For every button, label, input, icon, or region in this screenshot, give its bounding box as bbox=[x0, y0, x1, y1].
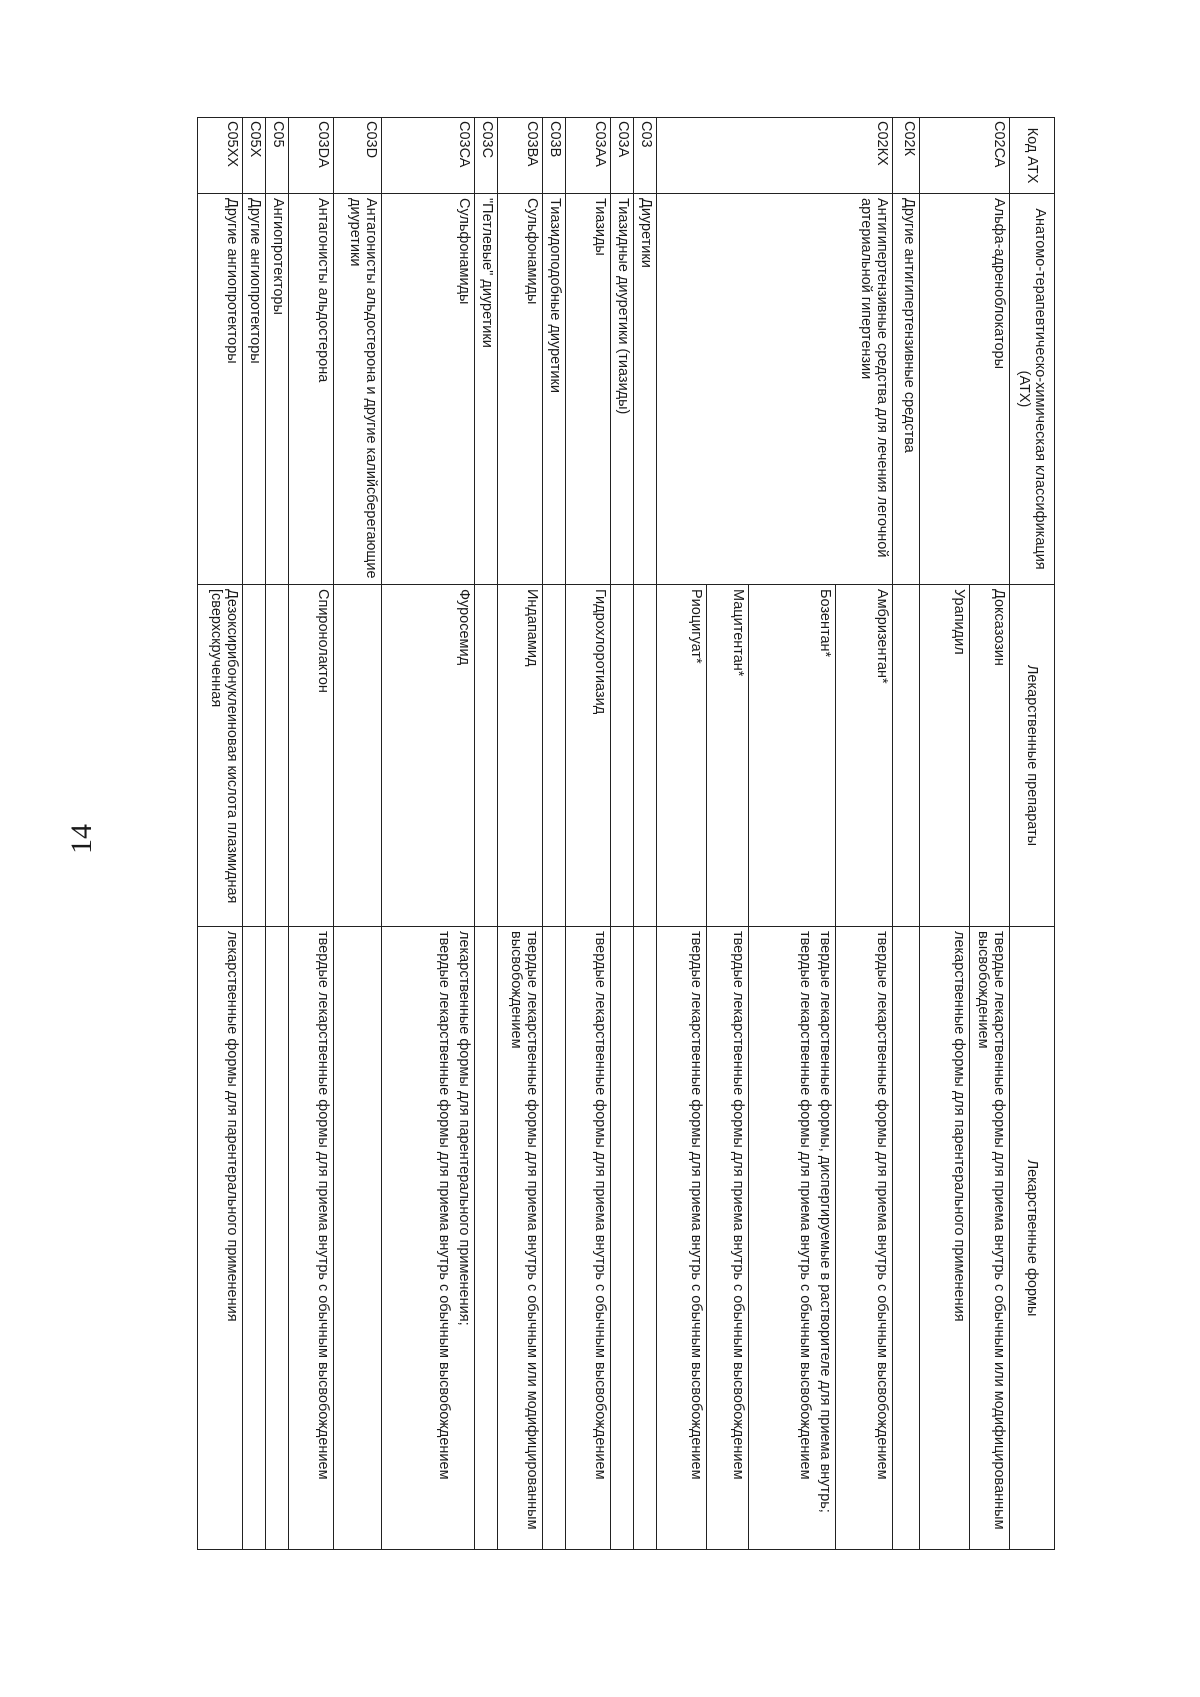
drug-cell bbox=[475, 585, 498, 927]
rotated-document bbox=[114, 117, 1055, 1549]
table-row bbox=[475, 118, 498, 1550]
forms-cell bbox=[566, 927, 611, 1550]
atc-code-cell: С03А bbox=[611, 118, 634, 194]
table-row bbox=[334, 118, 382, 1550]
forms-cell bbox=[243, 927, 266, 1550]
forms-cell bbox=[749, 927, 836, 1550]
atc-code-cell: С03С bbox=[475, 118, 498, 194]
dosage-form-text: твердые лекарственные формы для приема внутрь с обычным или модифицированным высвобождением bbox=[508, 931, 540, 1530]
forms-cell bbox=[920, 927, 970, 1550]
atc-code-cell: С02КХ bbox=[657, 118, 893, 194]
dosage-form-text: лекарственные формы для парентерального применения; bbox=[456, 931, 472, 1326]
dosage-form-text: твердые лекарственные формы для приема внутрь с обычным высвобождением bbox=[436, 931, 452, 1480]
atc-class-cell: Диуретики bbox=[634, 194, 657, 585]
drug-cell bbox=[893, 585, 920, 927]
forms-cell bbox=[289, 927, 334, 1550]
atc-class-cell: Сульфонамиды bbox=[498, 194, 543, 585]
dosage-form-text: лекарственные формы для парентерального применения bbox=[224, 931, 240, 1322]
forms-cell bbox=[334, 927, 382, 1550]
forms-cell bbox=[382, 927, 475, 1550]
drug-cell: Спиронолактон bbox=[289, 585, 334, 927]
drug-cell bbox=[243, 585, 266, 927]
drug-cell bbox=[611, 585, 634, 927]
forms-cell bbox=[498, 927, 543, 1550]
forms-cell bbox=[893, 927, 920, 1550]
forms-cell bbox=[707, 927, 749, 1550]
atc-code-cell: С05 bbox=[266, 118, 289, 194]
dosage-form-text: твердые лекарственные формы для приема внутрь с обычным высвобождением bbox=[730, 931, 746, 1480]
table-row bbox=[243, 118, 266, 1550]
dosage-form-text: твердые лекарственные формы для приема внутрь с обычным высвобождением bbox=[592, 931, 608, 1480]
atc-class-cell: Другие антигипертензивные средства bbox=[893, 194, 920, 585]
drug-cell: Мацитентан* bbox=[707, 585, 749, 927]
drug-cell bbox=[334, 585, 382, 927]
atc-code-cell: С03СА bbox=[382, 118, 475, 194]
table-row bbox=[382, 118, 475, 1550]
dosage-form-text: лекарственные формы для парентерального применения bbox=[951, 931, 967, 1322]
drug-table bbox=[197, 117, 1055, 1550]
drug-cell: Риоцигуат* bbox=[657, 585, 707, 927]
table-row bbox=[836, 118, 893, 1550]
drug-cell: Индапамид bbox=[498, 585, 543, 927]
drug-cell: Гидрохлоротиазид bbox=[566, 585, 611, 927]
table-row bbox=[970, 118, 1010, 1550]
atc-class-cell: "Петлевые" диуретики bbox=[475, 194, 498, 585]
forms-cell bbox=[266, 927, 289, 1550]
forms-cell bbox=[970, 927, 1010, 1550]
dosage-form-text: твердые лекарственные формы для приема внутрь с обычным или модифицированным высвобождением bbox=[975, 931, 1007, 1530]
drug-cell: Фуросемид bbox=[382, 585, 475, 927]
table-row bbox=[634, 118, 657, 1550]
atc-code-cell: С03D bbox=[334, 118, 382, 194]
table-row bbox=[611, 118, 634, 1550]
atc-class-cell: Альфа-адреноблокаторы bbox=[920, 194, 1010, 585]
atc-class-cell: Тиазиды bbox=[566, 194, 611, 585]
atc-class-cell: Сульфонамиды bbox=[382, 194, 475, 585]
atc-class-cell: Антигипертензивные средства для лечения легочной артериальной гипертензии bbox=[657, 194, 893, 585]
drug-cell bbox=[543, 585, 566, 927]
header-code: Код АТХ bbox=[1010, 118, 1055, 194]
table-body bbox=[198, 118, 1010, 1550]
dosage-form-text: твердые лекарственные формы, диспергируемые в растворителе для приема внутрь; bbox=[817, 931, 833, 1513]
atc-class-cell: Другие ангиопротекторы bbox=[198, 194, 243, 585]
forms-cell bbox=[475, 927, 498, 1550]
atc-code-cell: С03АА bbox=[566, 118, 611, 194]
table-row bbox=[289, 118, 334, 1550]
drug-cell: Амбризентан* bbox=[836, 585, 893, 927]
header-row bbox=[1010, 118, 1055, 1550]
atc-class-cell: Другие ангиопротекторы bbox=[243, 194, 266, 585]
atc-code-cell: С03 bbox=[634, 118, 657, 194]
drug-cell: Урапидил bbox=[920, 585, 970, 927]
atc-code-cell: С02К bbox=[893, 118, 920, 194]
dosage-form-text: твердые лекарственные формы для приема внутрь с обычным высвобождением bbox=[874, 931, 890, 1480]
forms-cell bbox=[634, 927, 657, 1550]
dosage-form-text: твердые лекарственные формы для приема внутрь с обычным высвобождением bbox=[315, 931, 331, 1480]
drug-cell bbox=[634, 585, 657, 927]
drug-cell: Дезоксирибонуклеиновая кислота плазмидная [сверхскрученная bbox=[198, 585, 243, 927]
header-drugs: Лекарственные препараты bbox=[1010, 585, 1055, 927]
atc-code-cell: С03DA bbox=[289, 118, 334, 194]
atc-code-cell: С05Х bbox=[243, 118, 266, 194]
forms-cell bbox=[198, 927, 243, 1550]
table-row bbox=[198, 118, 243, 1550]
atc-code-cell: С03В bbox=[543, 118, 566, 194]
atc-class-cell: Тиазидные диуретики (тиазиды) bbox=[611, 194, 634, 585]
forms-cell bbox=[836, 927, 893, 1550]
dosage-form-text: твердые лекарственные формы для приема внутрь с обычным высвобождением bbox=[797, 931, 813, 1480]
dosage-form-text: твердые лекарственные формы для приема внутрь с обычным высвобождением bbox=[688, 931, 704, 1480]
atc-code-cell: С03ВА bbox=[498, 118, 543, 194]
atc-class-cell: Ангиопротекторы bbox=[266, 194, 289, 585]
forms-cell bbox=[611, 927, 634, 1550]
table-row bbox=[498, 118, 543, 1550]
atc-code-cell: С02СА bbox=[920, 118, 1010, 194]
page-number: 14 bbox=[65, 824, 98, 854]
atc-class-cell: Тиазидоподобные диуретики bbox=[543, 194, 566, 585]
header-atc: Анатомо-терапевтическо-химическая классификация (АТХ) bbox=[1010, 194, 1055, 585]
drug-cell: Бозентан* bbox=[749, 585, 836, 927]
table-row bbox=[893, 118, 920, 1550]
atc-class-cell: Антагонисты альдостерона и другие калийсберегающие диуретики bbox=[334, 194, 382, 585]
drug-cell: Доксазозин bbox=[970, 585, 1010, 927]
table-row bbox=[543, 118, 566, 1550]
table-row bbox=[266, 118, 289, 1550]
header-forms: Лекарственные формы bbox=[1010, 927, 1055, 1550]
forms-cell bbox=[657, 927, 707, 1550]
atc-code-cell: С05ХХ bbox=[198, 118, 243, 194]
atc-class-cell: Антагонисты альдостерона bbox=[289, 194, 334, 585]
forms-cell bbox=[543, 927, 566, 1550]
drug-cell bbox=[266, 585, 289, 927]
table-row bbox=[566, 118, 611, 1550]
